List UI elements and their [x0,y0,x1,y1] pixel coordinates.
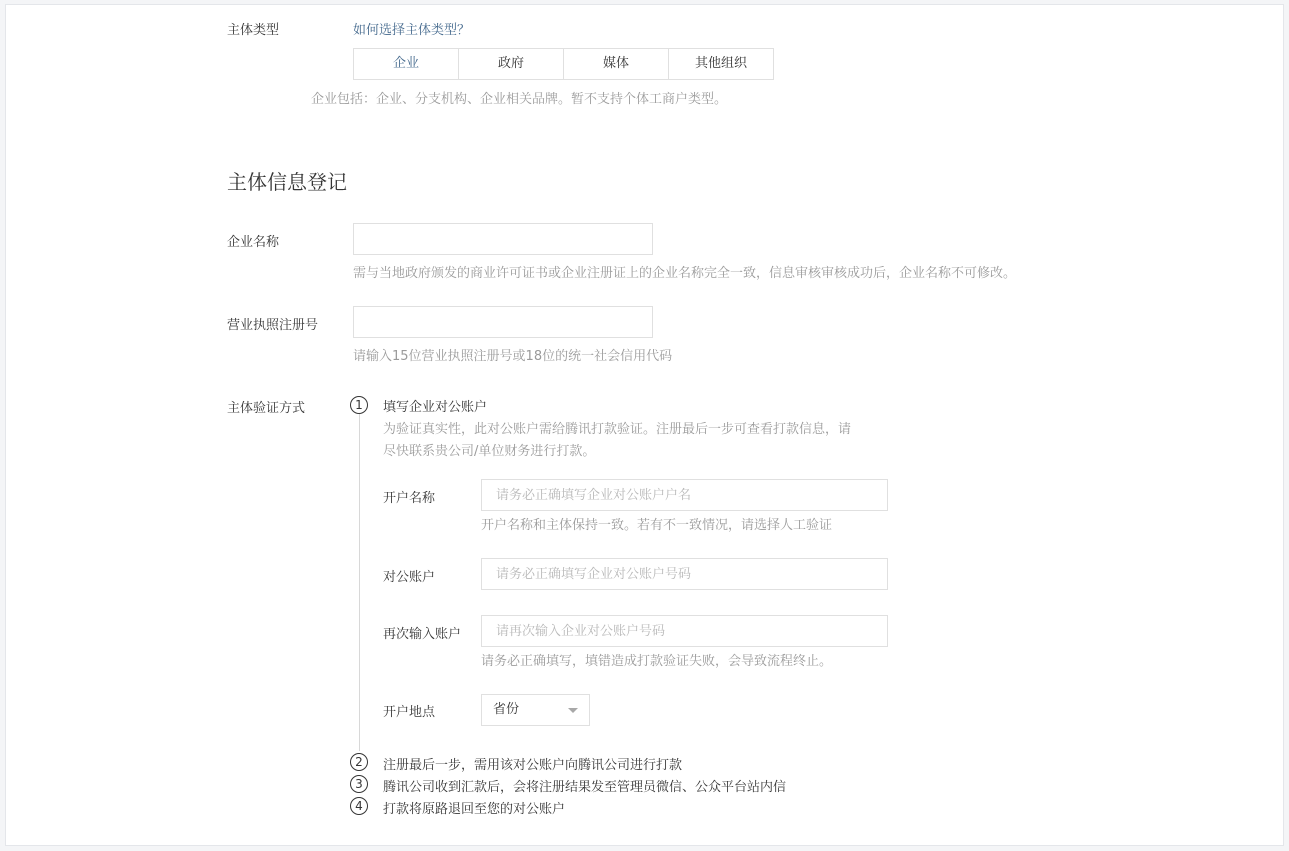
account-number-label: 对公账户 [383,570,436,585]
step-4-number: 4 [350,797,368,815]
step-3-text: 腾讯公司收到汇款后，会将注册结果发至管理员微信、公众平台站内信 [383,780,787,795]
company-name-tip: 需与当地政府颁发的商业许可证书或企业注册证上的企业名称完全一致，信息审核审核成功后，企业名称不可修改。 [353,266,1017,281]
province-select[interactable] [481,694,590,726]
subject-type-label: 主体类型 [227,23,280,38]
account-confirm-tip: 请务必正确填写，填错造成打款验证失败，会导致流程终止。 [481,654,833,669]
section-title: 主体信息登记 [227,170,347,194]
step-3-number: 3 [350,775,368,793]
step-1-number: 1 [350,396,368,414]
step-2-text: 注册最后一步，需用该对公账户向腾讯公司进行打款 [383,758,683,773]
tab-government[interactable]: 政府 [458,49,563,79]
company-name-input[interactable] [353,223,653,255]
license-number-input[interactable] [353,306,653,338]
step-connector-line [359,413,360,751]
step-1-desc-line2: 尽快联系贵公司/单位财务进行打款。 [383,444,596,459]
chevron-down-icon [568,708,578,713]
tab-media[interactable]: 媒体 [563,49,668,79]
account-location-label: 开户地点 [383,705,436,720]
subject-type-note: 企业包括：企业、分支机构、企业相关品牌。暂不支持个体工商户类型。 [311,92,728,107]
account-name-tip: 开户名称和主体保持一致。若有不一致情况，请选择人工验证 [481,518,833,533]
province-select-value: 省份 [493,702,520,717]
subject-type-tabs [353,48,774,80]
step-1-title: 填写企业对公账户 [383,400,488,415]
account-number-input[interactable] [481,558,888,590]
step-2-number: 2 [350,753,368,771]
license-number-tip: 请输入15位营业执照注册号或18位的统一社会信用代码 [353,349,673,364]
account-confirm-input[interactable] [481,615,888,647]
step-1-desc-line1: 为验证真实性，此对公账户需给腾讯打款验证。注册最后一步可查看打款信息，请 [383,422,852,437]
subject-type-help-link[interactable]: 如何选择主体类型？ [353,23,471,38]
tab-other-organization[interactable]: 其他组织 [668,49,773,79]
license-number-label: 营业执照注册号 [227,318,319,333]
account-name-input[interactable] [481,479,888,511]
account-confirm-label: 再次输入账户 [383,627,462,642]
company-name-label: 企业名称 [227,235,280,250]
step-4-text: 打款将原路退回至您的对公账户 [383,802,566,817]
tab-enterprise[interactable]: 企业 [392,56,419,71]
account-name-label: 开户名称 [383,491,436,506]
verification-method-label: 主体验证方式 [227,401,306,416]
